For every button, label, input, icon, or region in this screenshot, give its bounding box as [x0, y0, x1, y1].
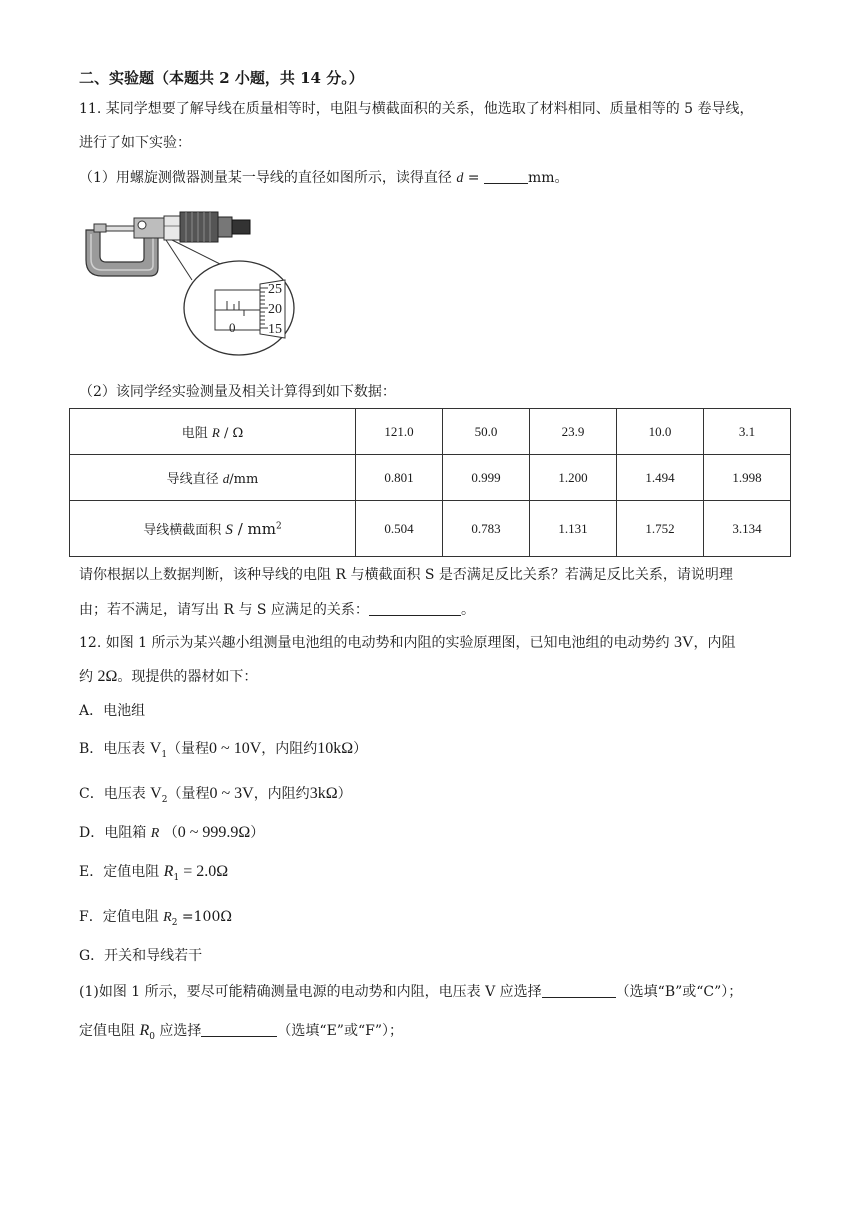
q11-part1-text: （1）用螺旋测微器测量某一导线的直径如图所示，读得直径 — [79, 170, 457, 186]
q11-part1-var: d — [456, 171, 464, 186]
row-header-area: 导线横截面积 S / $mm^2$ — [70, 501, 356, 557]
table-cell: 3.1 — [704, 409, 791, 455]
table-cell: 1.752 — [617, 501, 704, 557]
option-e: E．定值电阻 $R_1 = 2.0\Omega$ — [79, 863, 229, 883]
q11-part1 — [79, 167, 569, 189]
row-header-resistance: 电阻 R / Ω — [70, 409, 356, 455]
main-scale-label: 0 — [229, 320, 236, 335]
thimble-label-20: 20 — [268, 302, 282, 317]
table-row-resistance — [70, 409, 791, 455]
micrometer-thimble — [164, 216, 180, 240]
q12-sub1-line1: (1)如图 1 所示，要尽可能精确测量电源的电动势和内阻，电压表 V 应选择 （选填“B”或“C”）； — [79, 981, 742, 1002]
table-cell: 1.200 — [530, 455, 617, 501]
table-cell: 1.998 — [704, 455, 791, 501]
option-c: C．电压表 $V_2$（量程0 ~ 3V，内阻约3kΩ） — [79, 785, 352, 805]
micrometer-ratchet — [218, 217, 232, 237]
table-cell: 10.0 — [617, 409, 704, 455]
section-title: 二、实验题（本题共 2 小题，共 14 分。） — [79, 69, 364, 87]
table-cell: 1.131 — [530, 501, 617, 557]
table-row-area — [70, 501, 791, 557]
q12-stem-line2: 约 2Ω。现提供的器材如下： — [79, 668, 258, 685]
micrometer-anvil — [94, 224, 106, 232]
thimble-label-15: 15 — [268, 322, 282, 337]
thimble-label-25: 25 — [268, 282, 282, 297]
answer-blank-diameter[interactable] — [484, 167, 528, 184]
micrometer-figure — [80, 204, 300, 360]
table-row-diameter — [70, 455, 791, 501]
q11-part2-intro: （2）该同学经实验测量及相关计算得到如下数据： — [79, 384, 396, 400]
table-cell: 0.801 — [356, 455, 443, 501]
row-header-diameter: 导线直径 d/mm — [70, 455, 356, 501]
option-f: F．定值电阻 $R_2 =100\Omega$ — [79, 909, 232, 928]
option-g: G．开关和导线若干 — [79, 948, 203, 964]
q12-sub1-line2: 定值电阻 $R_0$ 应选择 （选填“E”或“F”）； — [79, 1022, 403, 1042]
table-cell: 121.0 — [356, 409, 443, 455]
q12-stem-line1: 12. 如图 1 所示为某兴趣小组测量电池组的电动势和内阻的实验原理图，已知电池组的电动势约 3V，内阻 — [79, 634, 736, 651]
data-table — [69, 408, 791, 557]
q11-after-table-line2: 由；若不满足，请写出 R 与 S 应满足的关系： 。 — [79, 599, 475, 620]
option-b: B．电压表 $V_1$（量程0 ~ 10V，内阻约10kΩ） — [79, 740, 368, 760]
table-cell: 50.0 — [443, 409, 530, 455]
table-cell: 0.783 — [443, 501, 530, 557]
callout-line — [166, 240, 192, 280]
table-cell: 23.9 — [530, 409, 617, 455]
answer-blank-voltmeter[interactable] — [542, 981, 616, 998]
q11-part1-eq: = — [463, 170, 484, 186]
table-cell: 0.504 — [356, 501, 443, 557]
option-a: A．电池组 — [79, 703, 146, 719]
option-d: D．电阻箱 R （0 ~ 999.9Ω） — [79, 824, 265, 841]
micrometer-sleeve — [134, 218, 164, 238]
q11-after-table-line1: 请你根据以上数据判断，该种导线的电阻 R 与横截面积 S 是否满足反比关系？若满足反比关系，请说明理 — [79, 567, 733, 583]
table-cell: 0.999 — [443, 455, 530, 501]
table-cell: 3.134 — [704, 501, 791, 557]
lock-knob-icon — [138, 221, 146, 229]
q11-stem-line2: 进行了如下实验： — [79, 135, 191, 151]
answer-blank-resistor[interactable] — [201, 1020, 277, 1037]
answer-blank-relation[interactable] — [369, 599, 461, 616]
table-cell: 1.494 — [617, 455, 704, 501]
q11-part1-unit: mm。 — [528, 170, 569, 186]
q11-stem-line1: 11. 某同学想要了解导线在质量相等时，电阻与横截面积的关系，他选取了材料相同、质量相等的 5 卷导线， — [79, 101, 754, 117]
